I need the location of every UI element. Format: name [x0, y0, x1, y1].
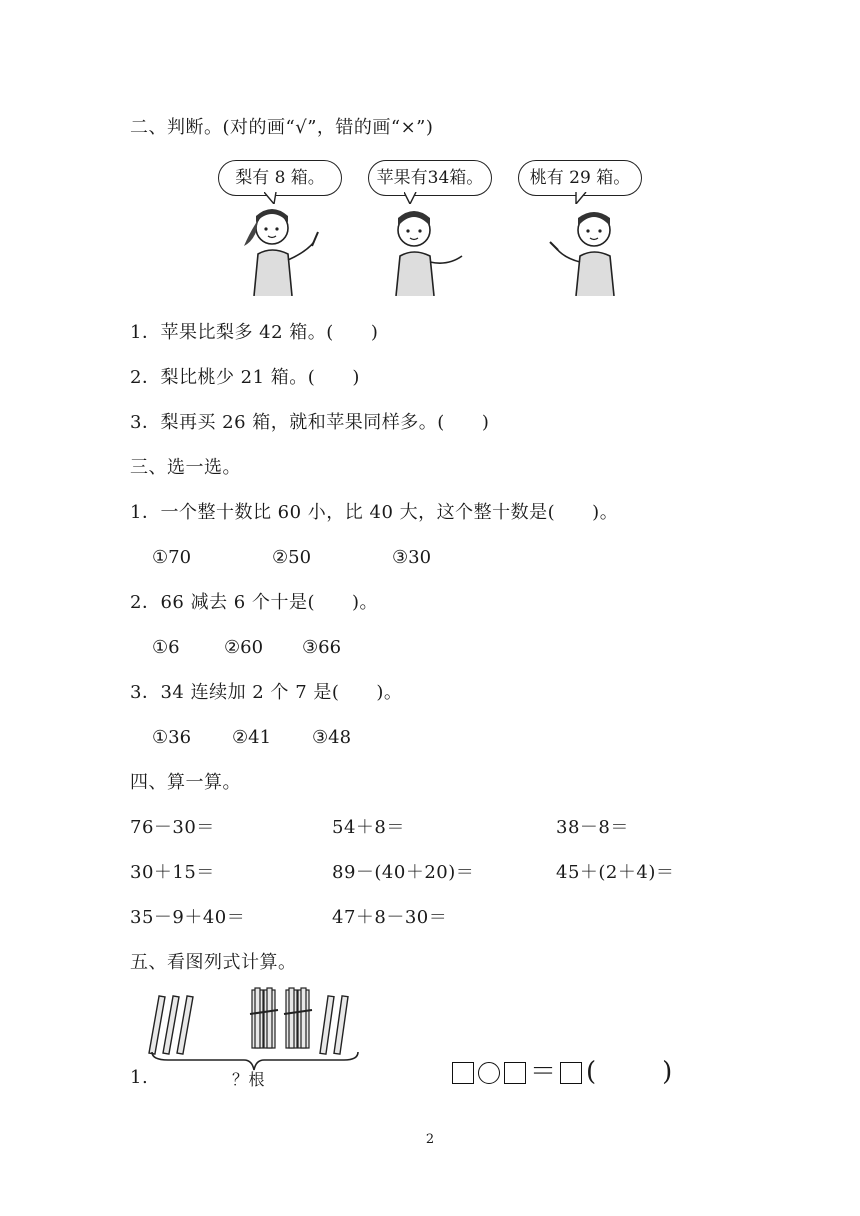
loose-sticks-right: [320, 996, 348, 1054]
pear-speech-bubble: 梨有 8 箱。: [218, 160, 342, 196]
equation-template: [452, 1057, 676, 1087]
operand-box-2[interactable]: [504, 1062, 526, 1084]
judge-item-3: 3．梨再买 26 箱，就和苹果同样多。( ): [130, 412, 490, 433]
equals-sign: ＝: [530, 1057, 557, 1087]
section5-heading: 五、看图列式计算。: [130, 952, 297, 973]
page-number: 2: [425, 1132, 435, 1147]
result-box[interactable]: [560, 1062, 582, 1084]
operand-box-1[interactable]: [452, 1062, 474, 1084]
q3-option-c: ③48: [312, 727, 352, 748]
judge-item-1: 1．苹果比梨多 42 箱。( ): [130, 322, 379, 343]
stick-bundle-2: [284, 988, 312, 1048]
section3-heading: 三、选一选。: [130, 457, 241, 478]
loose-sticks-left: [149, 996, 193, 1054]
calc-r3-c2: 47＋8－30＝: [332, 907, 448, 928]
section4-heading: 四、算一算。: [130, 772, 241, 793]
boy-illustration: [514, 202, 644, 296]
apple-speech-bubble: 苹果有34箱。: [368, 160, 492, 196]
choice-question-3: 3．34 连续加 2 个 7 是( )。: [130, 682, 403, 703]
pear-speaker-panel: [214, 158, 344, 296]
problem-number: 1.: [130, 1067, 149, 1088]
calc-r1-c2: 54＋8＝: [332, 817, 405, 838]
stick-bundle-1: [250, 988, 278, 1048]
q3-option-b: ②41: [232, 727, 272, 748]
choice-question-1: 1．一个整十数比 60 小，比 40 大，这个整十数是( )。: [130, 502, 619, 523]
q2-option-c: ③66: [302, 637, 342, 658]
peach-speaker-panel: [514, 158, 644, 296]
calc-r2-c2: 89－(40＋20)＝: [332, 862, 475, 883]
q1-option-a: ①70: [152, 547, 192, 568]
calc-r1-c1: 76－30＝: [130, 817, 215, 838]
girl-ponytail-illustration: [214, 202, 344, 296]
q3-option-a: ①36: [152, 727, 192, 748]
q2-option-b: ②60: [224, 637, 264, 658]
q1-option-b: ②50: [272, 547, 312, 568]
calc-r2-c3: 45＋(2＋4)＝: [556, 862, 675, 883]
apple-speaker-panel: [364, 158, 494, 296]
section2-heading: 二、判断。(对的画“√”，错的画“×”): [130, 117, 434, 138]
q2-option-a: ①6: [152, 637, 180, 658]
operator-circle[interactable]: [478, 1062, 500, 1084]
unit-paren-close: ): [662, 1057, 673, 1087]
calc-r3-c1: 35－9＋40＝: [130, 907, 246, 928]
brace-label: ？根: [232, 1070, 266, 1089]
unit-paren-open: (: [586, 1057, 597, 1087]
choice-question-2: 2．66 减去 6 个十是( )。: [130, 592, 379, 613]
peach-speech-bubble: 桃有 29 箱。: [518, 160, 642, 196]
girl-short-hair-illustration: [364, 202, 494, 296]
calc-r1-c3: 38－8＝: [556, 817, 629, 838]
calc-r2-c1: 30＋15＝: [130, 862, 215, 883]
judge-item-2: 2．梨比桃少 21 箱。( ): [130, 367, 360, 388]
q1-option-c: ③30: [392, 547, 432, 568]
